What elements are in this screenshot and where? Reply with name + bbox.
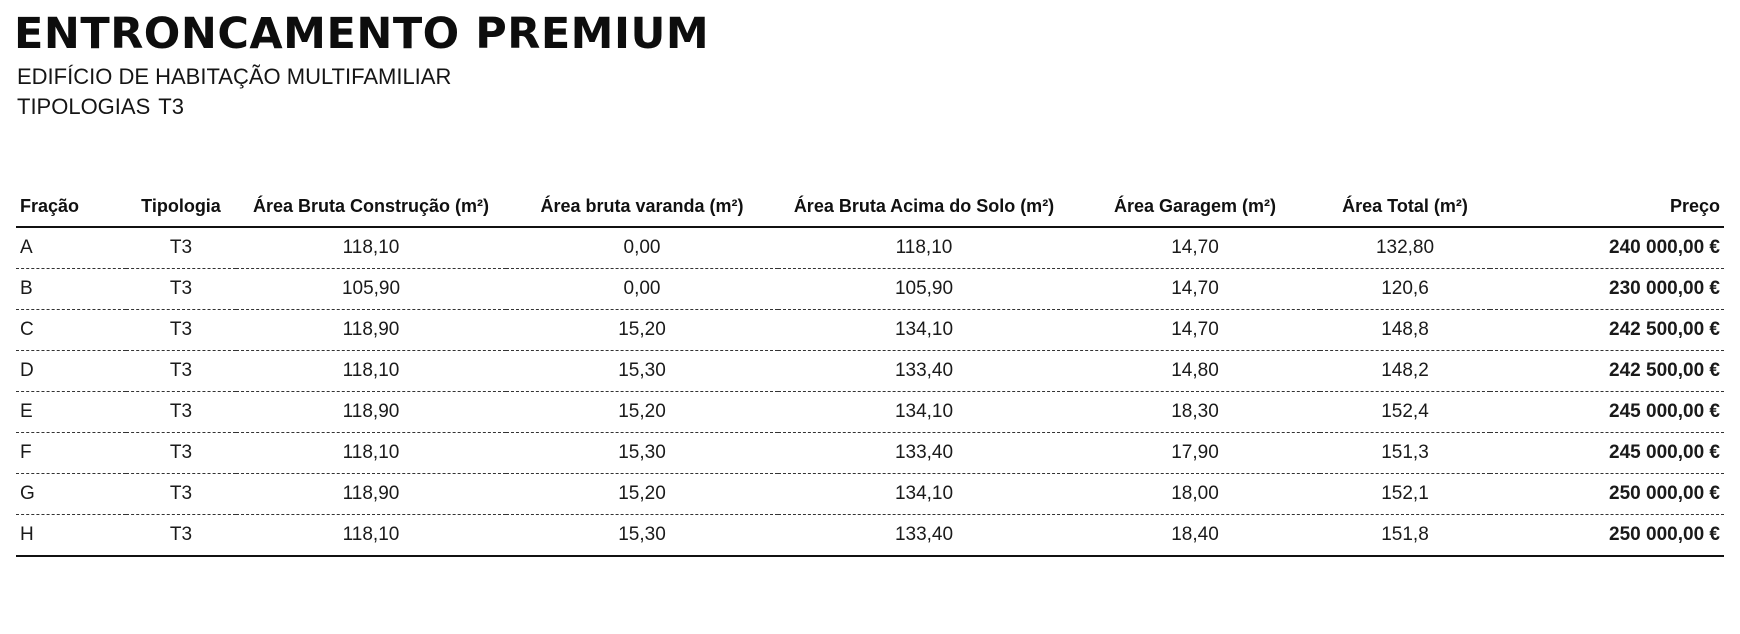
document-header [14, 8, 709, 122]
typology-label: TIPOLOGIAS [17, 94, 151, 119]
cell-area-bruta-construcao: 118,90 [236, 474, 506, 515]
cell-area-bruta-varanda: 15,30 [506, 515, 778, 557]
cell-fracao: F [16, 433, 126, 474]
cell-area-garagem: 18,40 [1070, 515, 1320, 557]
cell-area-bruta-varanda: 15,30 [506, 433, 778, 474]
column-header-preco: Preço [1490, 186, 1724, 227]
cell-area-acima-solo: 133,40 [778, 351, 1070, 392]
cell-preco: 242 500,00 € [1490, 310, 1724, 351]
table-row [16, 310, 1724, 351]
cell-area-bruta-varanda: 15,20 [506, 474, 778, 515]
cell-area-total: 132,80 [1320, 227, 1490, 269]
cell-area-total: 151,8 [1320, 515, 1490, 557]
page-title: ENTRONCAMENTO PREMIUM [14, 9, 710, 59]
cell-preco: 242 500,00 € [1490, 351, 1724, 392]
cell-area-total: 120,6 [1320, 269, 1490, 310]
cell-area-garagem: 14,70 [1070, 269, 1320, 310]
typology-line [17, 92, 709, 122]
cell-area-total: 151,3 [1320, 433, 1490, 474]
cell-area-bruta-varanda: 15,30 [506, 351, 778, 392]
cell-area-total: 152,1 [1320, 474, 1490, 515]
table-row [16, 392, 1724, 433]
cell-tipologia: T3 [126, 515, 236, 557]
cell-fracao: G [16, 474, 126, 515]
table-header [16, 186, 1724, 227]
cell-preco: 250 000,00 € [1490, 515, 1724, 557]
cell-area-bruta-varanda: 0,00 [506, 269, 778, 310]
header-row [16, 186, 1724, 227]
cell-area-garagem: 14,70 [1070, 227, 1320, 269]
table-row [16, 474, 1724, 515]
cell-area-acima-solo: 133,40 [778, 433, 1070, 474]
cell-area-garagem: 17,90 [1070, 433, 1320, 474]
cell-area-bruta-construcao: 118,90 [236, 392, 506, 433]
cell-area-bruta-construcao: 118,10 [236, 351, 506, 392]
cell-fracao: H [16, 515, 126, 557]
cell-tipologia: T3 [126, 269, 236, 310]
cell-preco: 250 000,00 € [1490, 474, 1724, 515]
typology-value: T3 [158, 94, 184, 119]
cell-fracao: B [16, 269, 126, 310]
column-header-tipologia: Tipologia [126, 186, 236, 227]
cell-area-acima-solo: 134,10 [778, 392, 1070, 433]
cell-area-total: 148,8 [1320, 310, 1490, 351]
cell-preco: 245 000,00 € [1490, 433, 1724, 474]
cell-tipologia: T3 [126, 310, 236, 351]
cell-area-bruta-construcao: 118,90 [236, 310, 506, 351]
cell-area-garagem: 14,70 [1070, 310, 1320, 351]
cell-fracao: D [16, 351, 126, 392]
table-body [16, 227, 1724, 556]
cell-area-garagem: 18,00 [1070, 474, 1320, 515]
cell-area-bruta-construcao: 118,10 [236, 227, 506, 269]
cell-area-bruta-construcao: 118,10 [236, 515, 506, 557]
column-header-fracao: Fração [16, 186, 126, 227]
cell-area-bruta-varanda: 15,20 [506, 392, 778, 433]
cell-tipologia: T3 [126, 227, 236, 269]
cell-fracao: C [16, 310, 126, 351]
table-row [16, 227, 1724, 269]
cell-area-garagem: 14,80 [1070, 351, 1320, 392]
cell-fracao: E [16, 392, 126, 433]
cell-area-acima-solo: 105,90 [778, 269, 1070, 310]
cell-fracao: A [16, 227, 126, 269]
cell-preco: 245 000,00 € [1490, 392, 1724, 433]
cell-area-total: 148,2 [1320, 351, 1490, 392]
table-row [16, 351, 1724, 392]
cell-area-garagem: 18,30 [1070, 392, 1320, 433]
cell-area-acima-solo: 133,40 [778, 515, 1070, 557]
cell-area-total: 152,4 [1320, 392, 1490, 433]
cell-tipologia: T3 [126, 392, 236, 433]
building-subtitle: EDIFÍCIO DE HABITAÇÃO MULTIFAMILIAR [17, 64, 452, 89]
cell-area-acima-solo: 118,10 [778, 227, 1070, 269]
units-table-container [16, 186, 1724, 557]
cell-preco: 230 000,00 € [1490, 269, 1724, 310]
column-header-area-acima-solo: Área Bruta Acima do Solo (m²) [778, 186, 1070, 227]
cell-area-acima-solo: 134,10 [778, 310, 1070, 351]
table-row [16, 269, 1724, 310]
table-row [16, 433, 1724, 474]
cell-tipologia: T3 [126, 433, 236, 474]
cell-area-bruta-varanda: 0,00 [506, 227, 778, 269]
cell-tipologia: T3 [126, 351, 236, 392]
cell-area-bruta-construcao: 118,10 [236, 433, 506, 474]
cell-area-bruta-construcao: 105,90 [236, 269, 506, 310]
column-header-area-total: Área Total (m²) [1320, 186, 1490, 227]
table-row [16, 515, 1724, 557]
units-table [16, 186, 1724, 557]
cell-area-acima-solo: 134,10 [778, 474, 1070, 515]
column-header-area-bruta-varanda: Área bruta varanda (m²) [506, 186, 778, 227]
cell-area-bruta-varanda: 15,20 [506, 310, 778, 351]
column-header-area-bruta-construcao: Área Bruta Construção (m²) [236, 186, 506, 227]
cell-preco: 240 000,00 € [1490, 227, 1724, 269]
column-header-area-garagem: Área Garagem (m²) [1070, 186, 1320, 227]
cell-tipologia: T3 [126, 474, 236, 515]
